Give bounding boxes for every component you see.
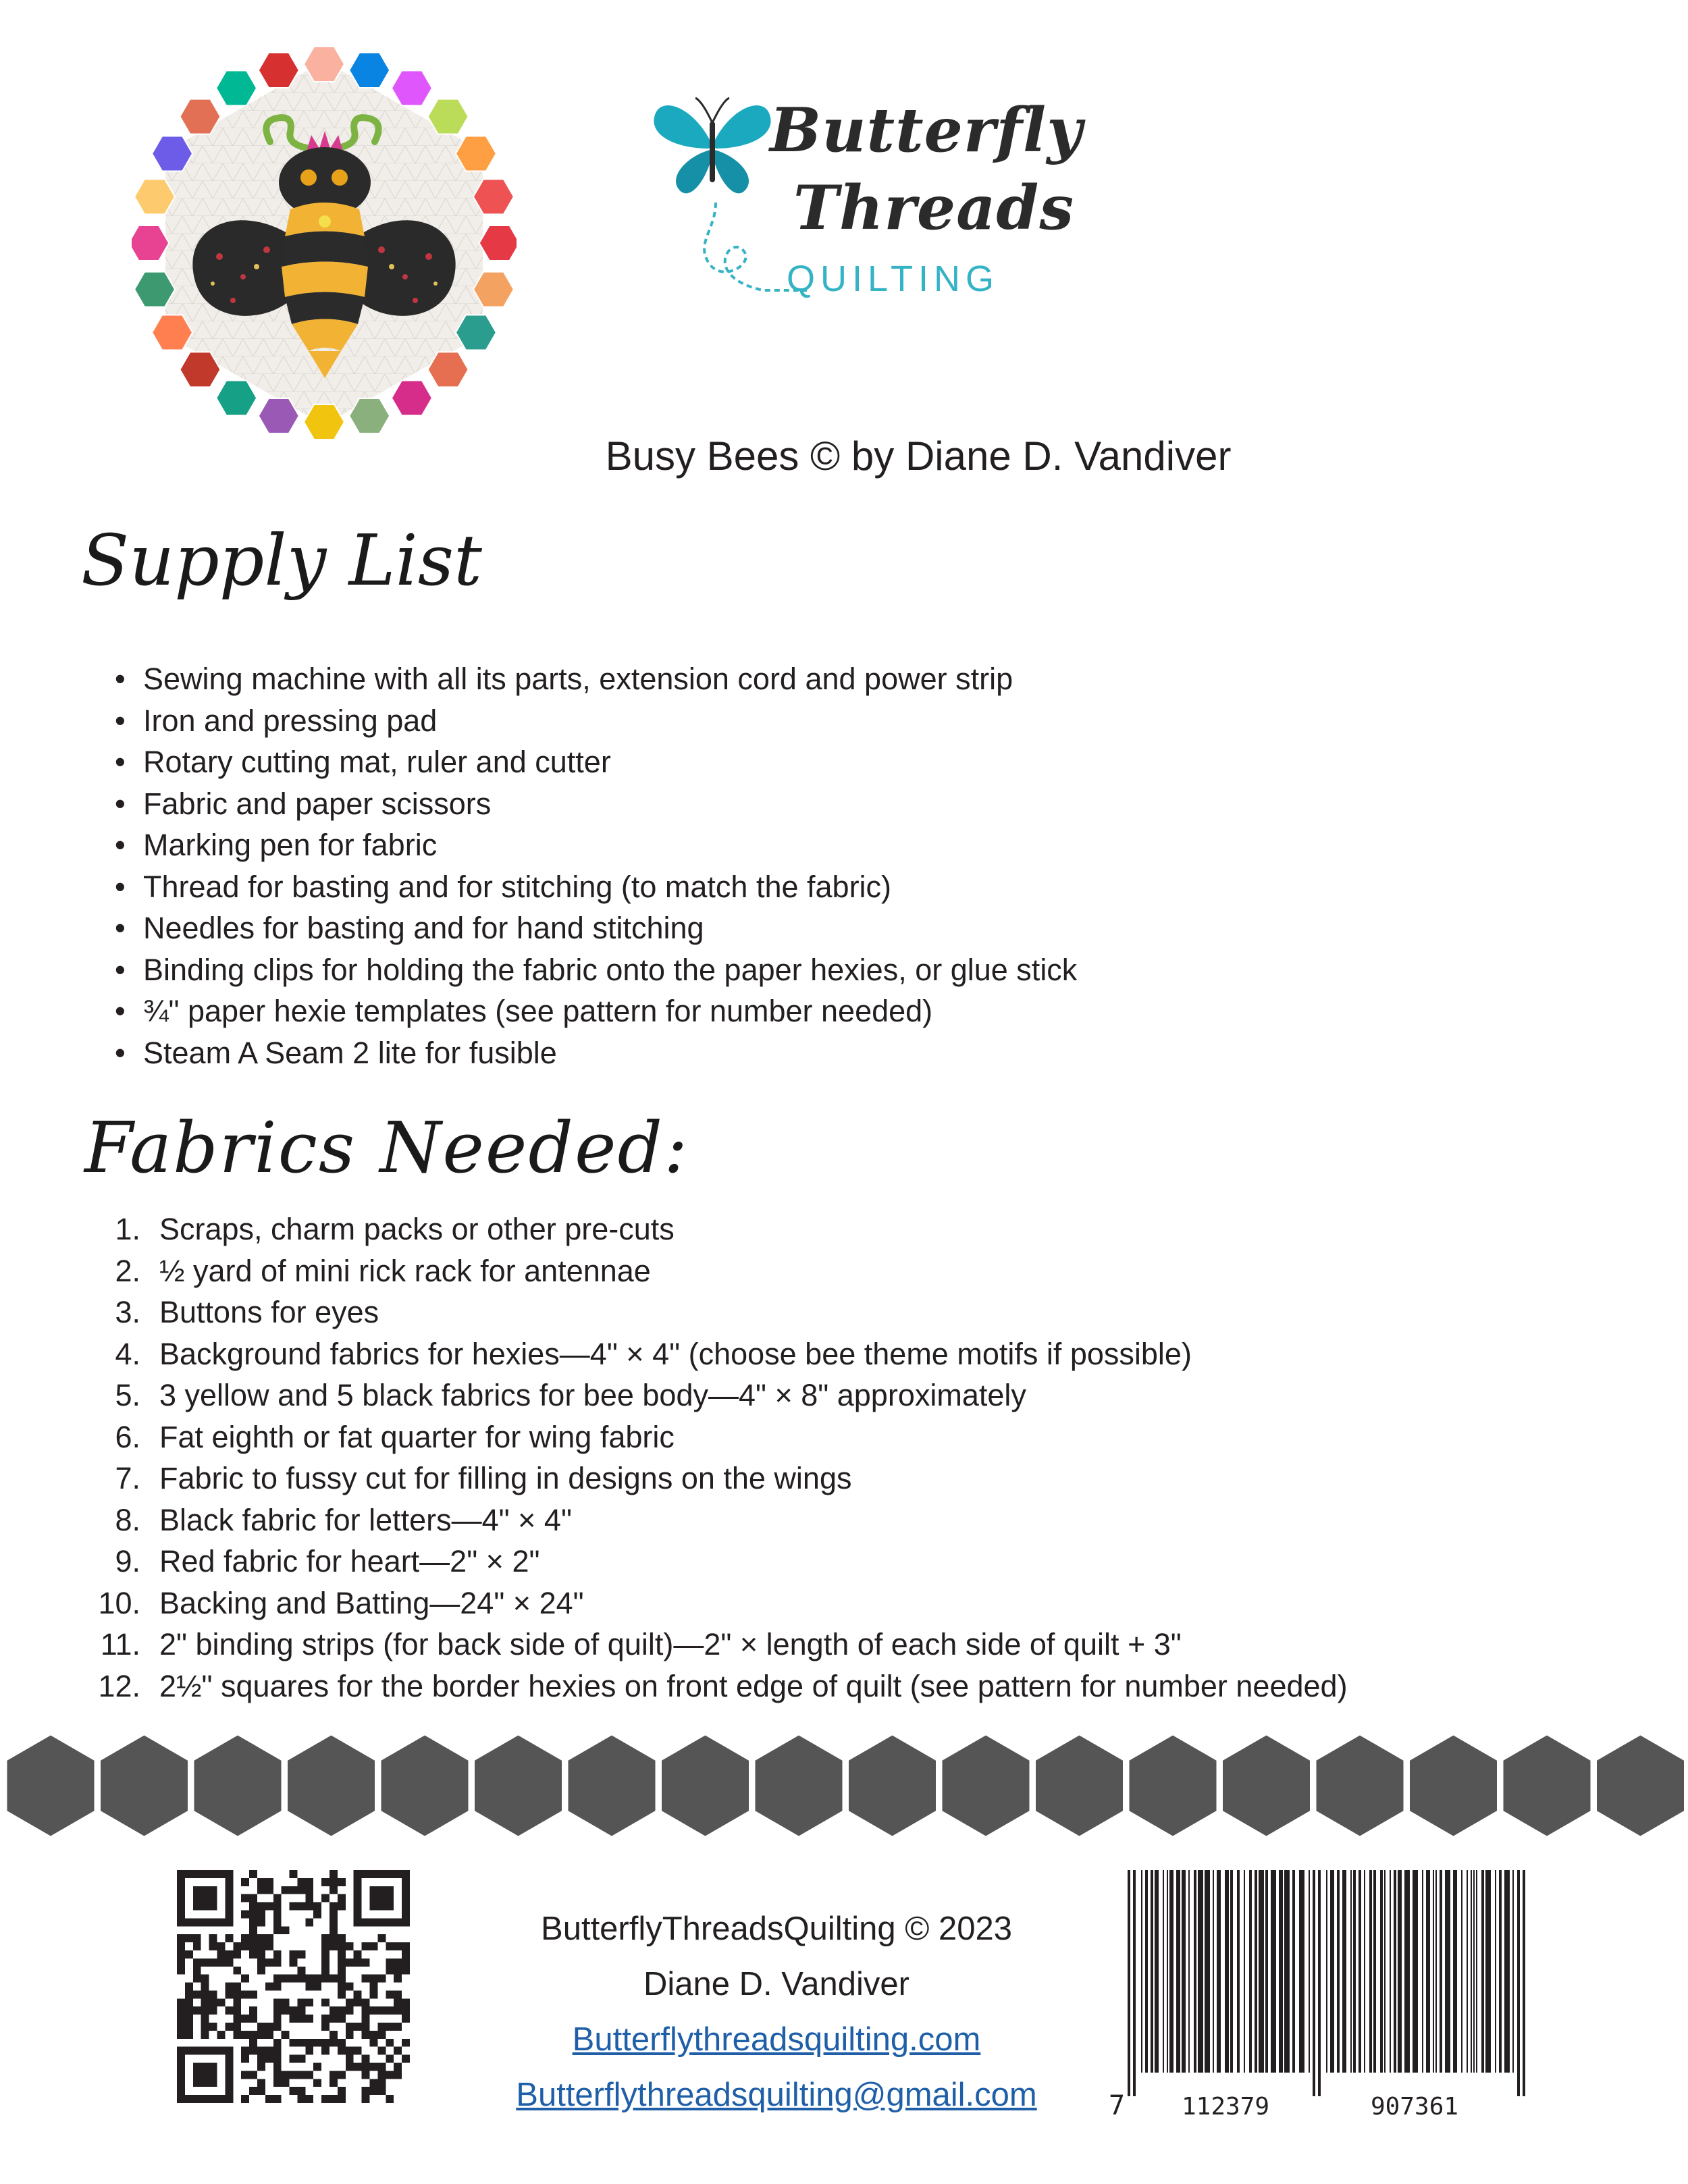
list-item: • Needles for basting and for hand stitching [115, 911, 704, 945]
hexagon-shape [1128, 1733, 1219, 1838]
barcode-group-1: 112379 [1182, 2093, 1270, 2121]
qr-code[interactable] [177, 1870, 410, 2103]
hexagon-shape [5, 1733, 97, 1838]
list-item: 10. Backing and Batting—24" × 24" [98, 1585, 584, 1620]
list-item: 7. Fabric to fussy cut for filling in designs on the wings [115, 1461, 852, 1495]
hexagon-shape [941, 1733, 1032, 1838]
butterfly-icon [648, 81, 776, 209]
list-item: • Marking pen for fabric [115, 828, 438, 862]
hexagon-shape [1595, 1733, 1686, 1838]
list-item: • Steam A Seam 2 lite for fusible [115, 1035, 557, 1070]
list-item: 11. 2" binding strips (for back side of quilt)—2" × length of each side of quilt + 3" [100, 1627, 1182, 1661]
hexagon-shape [379, 1733, 471, 1838]
footer-author: Diane D. Vandiver [643, 1966, 909, 2002]
list-item: 5. 3 yellow and 5 black fabrics for bee body—4" × 8" approximately [115, 1378, 1026, 1412]
hexagon-shape [1034, 1733, 1125, 1838]
list-item: 6. Fat eighth or fat quarter for wing fabric [115, 1419, 675, 1454]
list-item: 9. Red fabric for heart—2" × 2" [115, 1544, 540, 1578]
hexagon-shape [1315, 1733, 1406, 1838]
list-item: • Fabric and paper scissors [115, 786, 492, 821]
list-item: 8. Black fabric for letters—4" × 4" [115, 1502, 572, 1537]
logo-word-butterfly: Butterfly [770, 95, 1083, 166]
list-item: 4. Background fabrics for hexies—4" × 4" (choose bee theme motifs if possible) [115, 1336, 1192, 1371]
barcode-lead-digit: 7 [1109, 2090, 1126, 2121]
list-item: • Thread for basting and for stitching (to match the fabric) [115, 869, 892, 904]
fabrics-needed-heading: Fabrics Needed: [84, 1107, 689, 1189]
barcode [1107, 1870, 1539, 2127]
hexagon-shape [847, 1733, 938, 1838]
list-item: 2. ½ yard of mini rick rack for antennae [115, 1253, 651, 1288]
hexagon-shape [566, 1733, 658, 1838]
pattern-title: Busy Bees © by Diane D. Vandiver [605, 433, 1232, 479]
brand-logo [648, 81, 1083, 324]
list-item: 12. 2½" squares for the border hexies on front edge of quilt (see pattern for number needed) [98, 1668, 1348, 1703]
list-item: • Rotary cutting mat, ruler and cutter [115, 745, 611, 779]
list-item: 3. Buttons for eyes [115, 1295, 379, 1329]
hexagon-shape [1502, 1733, 1593, 1838]
website-link[interactable]: Butterflythreadsquilting.com [572, 2021, 981, 2058]
barcode-bars [1128, 1870, 1525, 2096]
email-link[interactable]: Butterflythreadsquilting@gmail.com [516, 2077, 1037, 2113]
bee-quilt-image [132, 41, 517, 446]
hexagon-shape [1408, 1733, 1499, 1838]
supply-list [108, 658, 1077, 1073]
list-item: 1. Scraps, charm packs or other pre-cuts [115, 1212, 675, 1246]
barcode-group-2: 907361 [1371, 2093, 1459, 2121]
supply-list-heading: Supply List [81, 519, 482, 602]
hexagon-shape [473, 1733, 564, 1838]
hexagon-divider [0, 1728, 1688, 1843]
footer-copyright: ButterflyThreadsQuilting © 2023 [541, 1911, 1012, 1947]
hexagon-shape [754, 1733, 845, 1838]
hexagon-shape [1221, 1733, 1312, 1838]
list-item: • Binding clips for holding the fabric onto the paper hexies, or glue stick [115, 952, 1078, 987]
hexagon-shape [286, 1733, 377, 1838]
list-item: • ¾" paper hexie templates (see pattern for number needed) [115, 994, 933, 1028]
hexagon-shape [660, 1733, 751, 1838]
fabrics-list [81, 1208, 1348, 1707]
list-item: • Sewing machine with all its parts, extension cord and power strip [115, 662, 1013, 696]
logo-word-threads: Threads [793, 172, 1074, 244]
hexagon-shape [192, 1733, 284, 1838]
list-item: • Iron and pressing pad [115, 703, 438, 738]
hexagon-shape [99, 1733, 190, 1838]
logo-word-quilting: QUILTING [787, 259, 1000, 299]
